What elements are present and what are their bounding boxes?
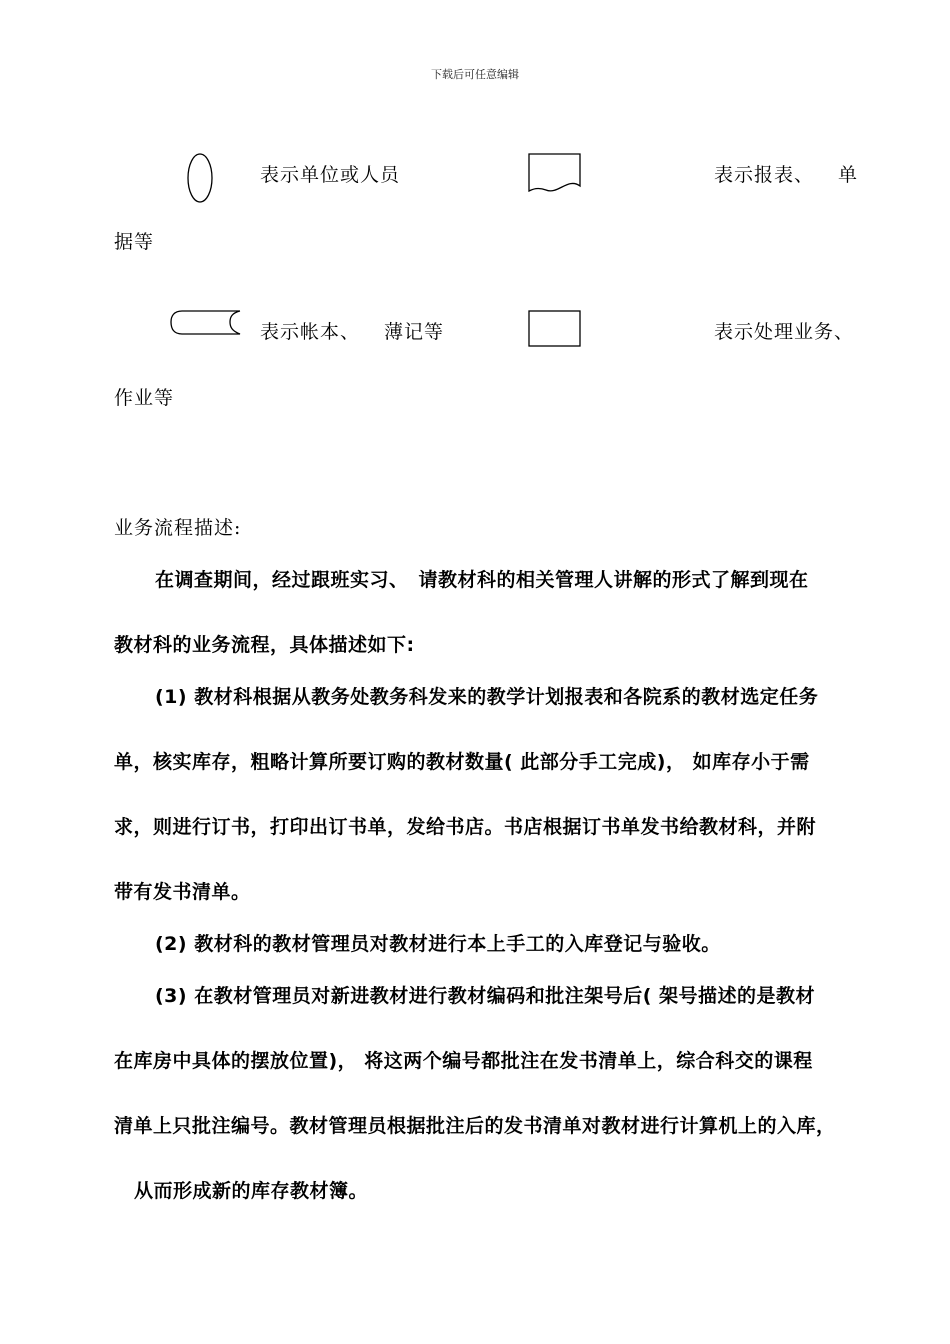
document-symbol-icon: [528, 153, 582, 193]
process-symbol-icon: [528, 310, 582, 348]
oval-description: 表示单位或人员: [260, 164, 401, 186]
process-description: 表示处理业务、: [714, 321, 855, 343]
page-header: 下载后可任意编辑: [431, 68, 519, 81]
item-3-line-1: (3) 在教材管理员对新进教材进行教材编码和批注架号后( 架号描述的是教材: [155, 985, 816, 1007]
document-description-continued: 据等: [114, 231, 155, 253]
item-3-line-3: 清单上只批注编号。教材管理员根据批注后的发书清单对教材进行计算机上的入库，: [114, 1115, 836, 1137]
item-1-line-3: 求，则进行订书，打印出订书单，发给书店。书店根据订书单发书给教材科，并附: [114, 816, 817, 838]
process-description-continued: 作业等: [114, 387, 175, 409]
document-description: 表示报表、: [714, 164, 815, 186]
item-2-line-1: (2) 教材科的教材管理员对教材进行本上手工的入库登记与验收。: [155, 933, 721, 955]
section-title: 业务流程描述:: [114, 517, 242, 539]
ledger-description: 表示帐本、: [260, 321, 361, 343]
oval-symbol-icon: [186, 152, 214, 204]
item-1-line-4: 带有发书清单。: [114, 881, 251, 903]
item-3-line-4: 从而形成新的库存教材簿。: [134, 1180, 369, 1202]
item-1-line-2: 单，核实库存，粗略计算所要订购的教材数量( 此部分手工完成)， 如库存小于需: [114, 751, 810, 773]
item-3-line-2: 在库房中具体的摆放位置)， 将这两个编号都批注在发书清单上，综合科交的课程: [114, 1050, 813, 1072]
intro-line-2: 教材科的业务流程，具体描述如下:: [114, 634, 415, 656]
ledger-symbol-icon: [170, 310, 242, 336]
document-description-tail: 单: [838, 164, 859, 186]
item-1-line-1: (1) 教材科根据从教务处教务科发来的教学计划报表和各院系的教材选定任务: [155, 686, 819, 708]
ledger-description-tail: 薄记等: [384, 321, 445, 343]
intro-line-1: 在调查期间，经过跟班实习、 请教材科的相关管理人讲解的形式了解到现在: [155, 569, 809, 591]
